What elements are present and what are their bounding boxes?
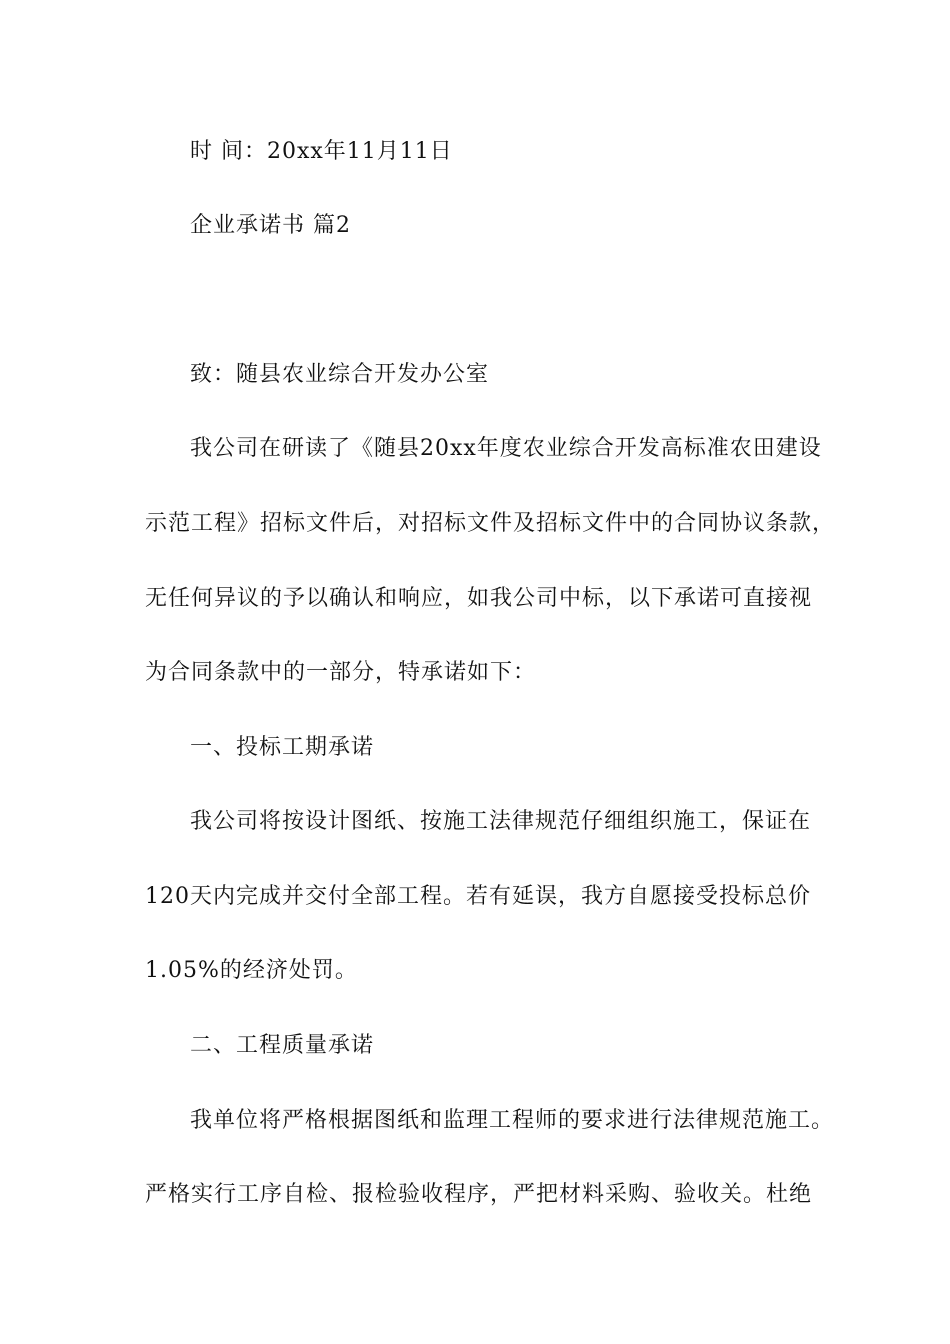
paragraph-line: 示范工程》招标文件后，对招标文件及招标文件中的合同协议条款， (145, 511, 836, 536)
heading-schedule: 一、投标工期承诺 (190, 735, 375, 760)
heading-quality: 二、工程质量承诺 (190, 1033, 375, 1058)
date-line: 时 间：20xx年11月11日 (190, 139, 453, 164)
paragraph-line: 我公司将按设计图纸、按施工法律规范仔细组织施工，保证在 (190, 809, 812, 834)
paragraph-line: 无任何异议的予以确认和响应，如我公司中标，以下承诺可直接视 (145, 586, 813, 611)
paragraph-line: 我公司在研读了《随县20xx年度农业综合开发高标准农田建设 (190, 436, 822, 461)
addressee-line: 致：随县农业综合开发办公室 (190, 362, 490, 387)
section-title: 企业承诺书 篇2 (190, 213, 351, 238)
paragraph-line: 1.05%的经济处罚。 (145, 958, 358, 983)
paragraph-line: 严格实行工序自检、报检验收程序，严把材料采购、验收关。杜绝 (145, 1182, 813, 1207)
paragraph-line: 120天内完成并交付全部工程。若有延误，我方自愿接受投标总价 (145, 884, 811, 909)
paragraph-line: 为合同条款中的一部分，特承诺如下： (145, 660, 537, 685)
paragraph-line: 我单位将严格根据图纸和监理工程师的要求进行法律规范施工。 (190, 1108, 835, 1133)
